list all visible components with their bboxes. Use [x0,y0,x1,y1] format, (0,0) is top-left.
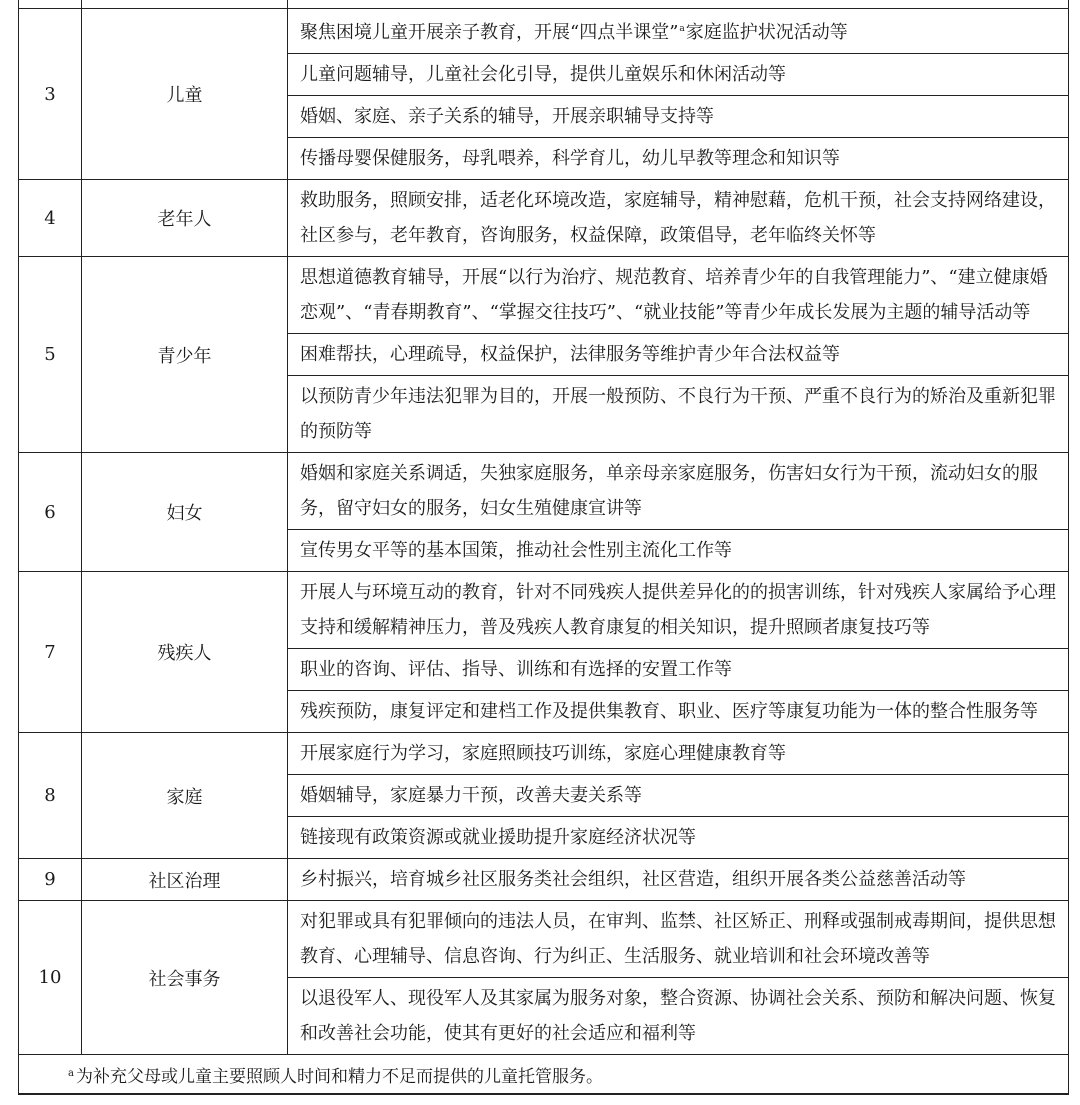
service-group: 家庭 [82,733,288,859]
service-description: 对犯罪或具有犯罪倾向的违法人员，在审判、监禁、社区矫正、刑释或强制戒毒期间，提供思想教育、心理辅导、信息咨询、行为纠正、生活服务、就业培训和社会环境改善等 [288,901,1069,978]
row-number: 9 [19,859,82,901]
service-description: 职业的咨询、评估、指导、训练和有选择的安置工作等 [288,649,1069,691]
service-group: 社会事务 [82,901,288,1055]
service-group: 残疾人 [82,572,288,733]
service-description [288,9,1069,54]
table-row [19,453,1069,530]
table-row [19,9,1069,54]
footnote-row [19,1055,1069,1095]
service-description: 宣传男女平等的基本国策，推动社会性别主流化工作等 [288,530,1069,572]
footnote-marker: a [679,24,685,34]
service-description: 传播母婴保健服务，母乳喂养，科学育儿，幼儿早教等理念和知识等 [288,138,1069,180]
service-description: 开展家庭行为学习，家庭照顾技巧训练，家庭心理健康教育等 [288,733,1069,775]
service-description: 儿童问题辅导，儿童社会化引导，提供儿童娱乐和休闲活动等 [288,54,1069,96]
service-description: 残疾预防，康复评定和建档工作及提供集教育、职业、医疗等康复功能为一体的整合性服务等 [288,691,1069,733]
service-description: 婚姻和家庭关系调适，失独家庭服务，单亲母亲家庭服务，伤害妇女行为干预，流动妇女的服务，留守妇女的服务，妇女生殖健康宣讲等 [288,453,1069,530]
description-text: 聚焦困境儿童开展亲子教育，开展“四点半课堂” [300,22,679,43]
row-number: 6 [19,453,82,572]
table-row [19,859,1069,901]
service-group: 妇女 [82,453,288,572]
table-row [19,901,1069,978]
table-row [19,733,1069,775]
row-number: 7 [19,572,82,733]
cropped-number-cell [19,0,82,9]
table-row [19,572,1069,649]
row-number: 10 [19,901,82,1055]
row-number: 3 [19,9,82,180]
footnote-mark: a [68,1067,74,1079]
service-group: 青少年 [82,257,288,453]
cropped-group-cell [82,0,288,9]
footnote-text: 为补充父母或儿童主要照顾人时间和精力不足而提供的儿童托管服务。 [75,1066,603,1087]
description-text: 家庭监护状况活动等 [685,22,848,43]
table-row-cropped-top [19,0,1069,9]
service-description: 救助服务，照顾安排，适老化环境改造，家庭辅导，精神慰藉，危机干预，社会支持网络建设，社区参与，老年教育，咨询服务，权益保障，政策倡导，老年临终关怀等 [288,180,1069,257]
footnote [19,1055,1069,1095]
row-number: 5 [19,257,82,453]
service-group: 社区治理 [82,859,288,901]
row-number: 8 [19,733,82,859]
service-content-table [18,0,1069,1095]
cropped-description-cell [288,0,1069,9]
table-row [19,257,1069,334]
service-description: 困难帮扶，心理疏导，权益保护，法律服务等维护青少年合法权益等 [288,334,1069,376]
row-number: 4 [19,180,82,257]
service-description: 链接现有政策资源或就业援助提升家庭经济状况等 [288,817,1069,859]
service-description: 思想道德教育辅导，开展“以行为治疗、规范教育、培养青少年的自我管理能力”、“建立健康婚恋观”、“青春期教育”、“掌握交往技巧”、“就业技能”等青少年成长发展为主题的辅导活动等 [288,257,1069,334]
service-description: 婚姻辅导，家庭暴力干预，改善夫妻关系等 [288,775,1069,817]
table-body [19,0,1069,1094]
service-description: 以退役军人、现役军人及其家属为服务对象，整合资源、协调社会关系、预防和解决问题、恢复和改善社会功能，使其有更好的社会适应和福利等 [288,978,1069,1055]
service-description: 开展人与环境互动的教育，针对不同残疾人提供差异化的的损害训练，针对残疾人家属给予心理支持和缓解精神压力，普及残疾人教育康复的相关知识，提升照顾者康复技巧等 [288,572,1069,649]
service-description: 婚姻、家庭、亲子关系的辅导，开展亲职辅导支持等 [288,96,1069,138]
service-group: 儿童 [82,9,288,180]
table-row [19,180,1069,257]
service-description: 乡村振兴，培育城乡社区服务类社会组织，社区营造，组织开展各类公益慈善活动等 [288,859,1069,901]
service-group: 老年人 [82,180,288,257]
service-description: 以预防青少年违法犯罪为目的，开展一般预防、不良行为干预、严重不良行为的矫治及重新犯罪的预防等 [288,376,1069,453]
